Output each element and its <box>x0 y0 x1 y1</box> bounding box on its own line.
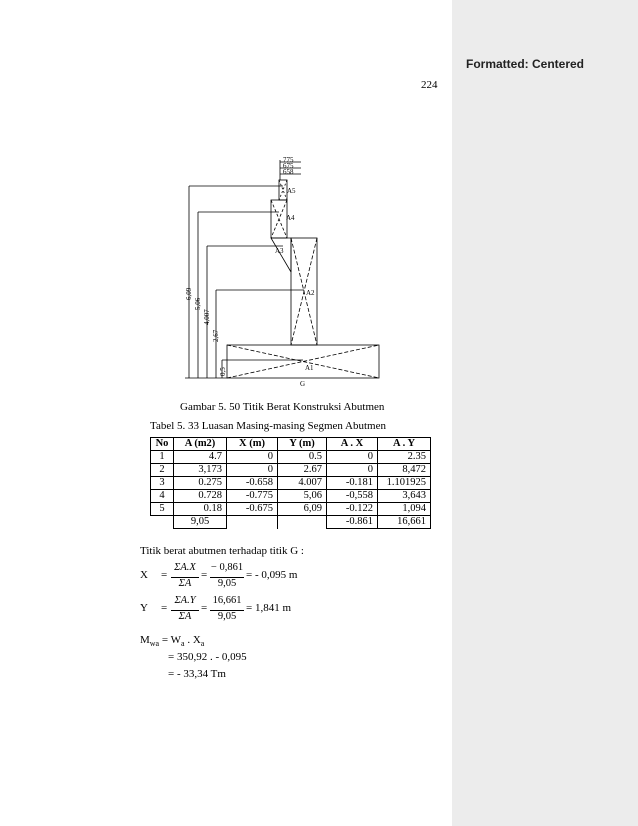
dim-top-2: 675 <box>283 162 294 170</box>
col-header-x: X (m) <box>227 438 278 451</box>
label-a2: A2 <box>306 289 315 297</box>
cell-y: 6,09 <box>278 503 327 516</box>
moment-line-2: = 350,92 . - 0,095 <box>168 651 247 663</box>
label-a5: A5 <box>287 187 296 195</box>
cell-y: 0.5 <box>278 451 327 464</box>
cell-area: 3,173 <box>174 464 227 477</box>
label-g: G <box>300 380 306 388</box>
table-row <box>151 490 431 503</box>
sidebar-formatted-label: Formatted: Centered <box>466 57 585 71</box>
y-eq: = <box>161 602 168 614</box>
x-frac2-den: 9,05 <box>217 578 237 589</box>
cell-x: -0.658 <box>227 477 278 490</box>
figure-caption: Gambar 5. 50 Titik Berat Konstruksi Abutmen <box>180 401 385 413</box>
abutment-drawing <box>175 150 385 390</box>
moment-lhs: M <box>140 634 150 646</box>
x-eq2: = <box>201 569 208 581</box>
cell-ax: -0,558 <box>327 490 378 503</box>
moment-line-1 <box>140 634 204 648</box>
y-frac2-den: 9,05 <box>217 611 237 622</box>
cell-area: 0.728 <box>174 490 227 503</box>
dim-top-1: 775 <box>283 156 294 164</box>
cell-ax: -0.181 <box>327 477 378 490</box>
x-eq: = <box>161 569 168 581</box>
cell-x: -0.675 <box>227 503 278 516</box>
table-total-row <box>151 516 431 529</box>
table-row <box>151 477 431 490</box>
cell-ay: 2.35 <box>378 451 431 464</box>
cell-ax: 0 <box>327 451 378 464</box>
x-frac1-den: ΣA <box>178 578 192 589</box>
page-number: 224 <box>421 79 438 91</box>
moment-eq-rest: . X <box>187 634 201 646</box>
moment-eq-sub2: a <box>200 639 205 649</box>
cell-no: 3 <box>151 477 174 490</box>
table-row <box>151 503 431 516</box>
cell-area: 0.275 <box>174 477 227 490</box>
dim-left-5: 0,5 <box>219 367 227 376</box>
x-var: X <box>140 569 148 581</box>
cell-ax: -0.122 <box>327 503 378 516</box>
y-result: = 1,841 m <box>246 602 292 614</box>
cell-x: 0 <box>227 451 278 464</box>
x-result: = - 0,095 m <box>246 569 298 581</box>
cell-area: 4.7 <box>174 451 227 464</box>
total-ay: 16,661 <box>378 516 431 529</box>
dim-top-3: 658 <box>283 168 294 176</box>
table-header-row <box>151 438 431 451</box>
cell-no: 5 <box>151 503 174 516</box>
cell-area: 0.18 <box>174 503 227 516</box>
label-a4: A4 <box>286 214 295 222</box>
label-a3: A3 <box>275 247 284 255</box>
y-eq2: = <box>201 602 208 614</box>
dim-left-3: 4,007 <box>203 309 211 325</box>
y-frac1-num: ΣA.Y <box>174 595 196 606</box>
cell-x: -0.775 <box>227 490 278 503</box>
dim-left-4: 2,67 <box>212 329 220 342</box>
cell-ay: 1,094 <box>378 503 431 516</box>
y-frac2-num: 16,661 <box>212 595 242 606</box>
segment-table <box>150 437 431 529</box>
cell-ax: 0 <box>327 464 378 477</box>
cell-no: 1 <box>151 451 174 464</box>
cell-no: 2 <box>151 464 174 477</box>
table-caption: Tabel 5. 33 Luasan Masing-masing Segmen Abutmen <box>150 420 386 432</box>
comment-sidebar <box>452 0 638 826</box>
dim-left-1: 6,09 <box>185 287 193 300</box>
table-row <box>151 464 431 477</box>
x-frac2-num: − 0,861 <box>210 562 244 573</box>
cell-blank <box>227 516 278 529</box>
col-header-area: A (m2) <box>174 438 227 451</box>
segment-5 <box>279 180 287 200</box>
cell-ay: 3,643 <box>378 490 431 503</box>
col-header-ay: A . Y <box>378 438 431 451</box>
dim-left-2: 5,06 <box>194 297 202 310</box>
moment-line-3: = - 33,34 Tm <box>168 668 226 680</box>
moment-eq: = W <box>161 634 181 646</box>
col-header-no: No <box>151 438 174 451</box>
moment-eq-sub: a <box>181 639 185 649</box>
cell-y: 4.007 <box>278 477 327 490</box>
col-header-ax: A . X <box>327 438 378 451</box>
total-area: 9,05 <box>174 516 227 529</box>
cell-x: 0 <box>227 464 278 477</box>
cell-blank <box>151 516 174 529</box>
y-frac1-den: ΣA <box>178 611 192 622</box>
x-frac1-num: ΣA.X <box>174 562 196 573</box>
cell-blank <box>278 516 327 529</box>
table-row <box>151 451 431 464</box>
centroid-intro: Titik berat abutmen terhadap titik G : <box>140 545 304 557</box>
col-header-y: Y (m) <box>278 438 327 451</box>
cell-ay: 8,472 <box>378 464 431 477</box>
y-var: Y <box>140 602 148 614</box>
label-a1: A1 <box>305 364 314 372</box>
moment-lhs-sub: wa <box>149 639 160 649</box>
cell-y: 5,06 <box>278 490 327 503</box>
cell-ay: 1.101925 <box>378 477 431 490</box>
cell-no: 4 <box>151 490 174 503</box>
total-ax: -0.861 <box>327 516 378 529</box>
cell-y: 2.67 <box>278 464 327 477</box>
